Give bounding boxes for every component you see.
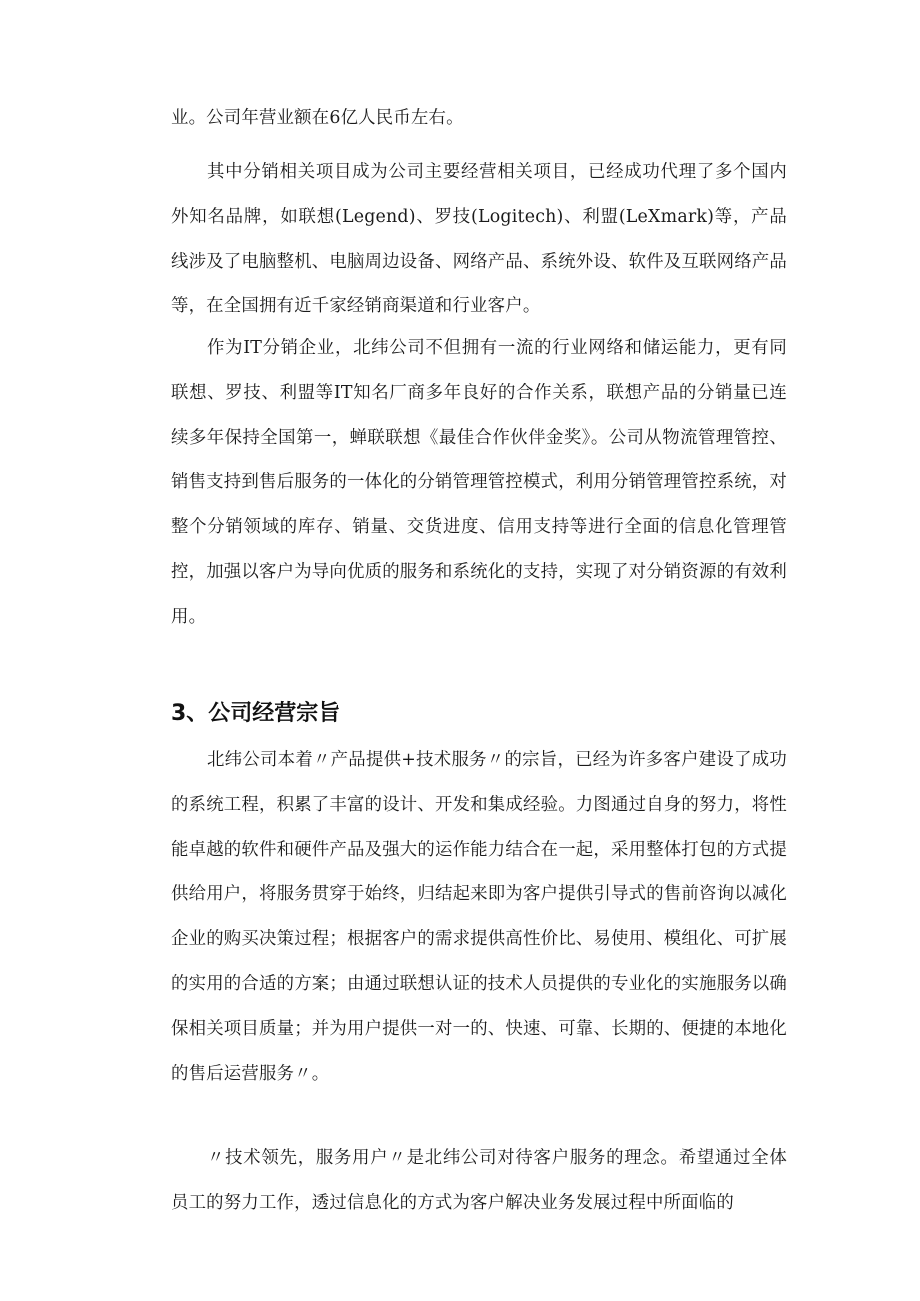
section-heading-business-purpose: 3、公司经营宗旨: [171, 701, 341, 726]
paragraph-business-purpose: 北纬公司本着〃产品提供+技术服务〃的宗旨，已经为许多客户建设了成功的系统工程，积累了丰富的设计、开发和集成经验。力图通过自身的努力，将性能卓越的软件和硬件产品及强大的运作能力结合在一起，采用整体打包的方式提供给用户，将服务贯穿于始终，归结起来即为客户提供引导式的售前咨询以减化企业的购买决策过程；根据客户的需求提供高性价比、易使用、模组化、可扩展的实用的合适的方案；由通过联想认证的技术人员提供的专业化的实施服务以确保相关项目质量；并为用户提供一对一的、快速、可靠、长期的、便捷的本地化的售后运营服务〃。: [171, 750, 787, 1084]
paragraph-it-distribution: 作为IT分销企业，北纬公司不但拥有一流的行业网络和储运能力，更有同联想、罗技、利盟等IT知名厂商多年良好的合作关系，联想产品的分销量已连续多年保持全国第一，蝉联联想《最佳合作伙伴金奖》。公司从物流管理管控、销售支持到售后服务的一体化的分销管理管控模式，利用分销管理管控系统，对整个分销领域的库存、销量、交货进度、信用支持等进行全面的信息化管理管控，加强以客户为导向优质的服务和系统化的支持，实现了对分销资源的有效利用。: [171, 338, 787, 627]
paragraph-service-philosophy: 〃技术领先，服务用户〃是北纬公司对待客户服务的理念。希望通过全体员工的努力工作，透过信息化的方式为客户解决业务发展过程中所面临的: [171, 1148, 787, 1213]
paragraph-company-revenue: 业。公司年营业额在6亿人民币左右。: [171, 108, 464, 128]
paragraph-distribution-projects: 其中分销相关项目成为公司主要经营相关项目，已经成功代理了多个国内外知名品牌，如联想(Legend)、罗技(Logitech)、利盟(LeXmark)等，产品线涉及了电脑整机、电脑周边设备、网络产品、系统外设、软件及互联网络产品等，在全国拥有近千家经销商渠道和行业客户。: [171, 162, 787, 317]
